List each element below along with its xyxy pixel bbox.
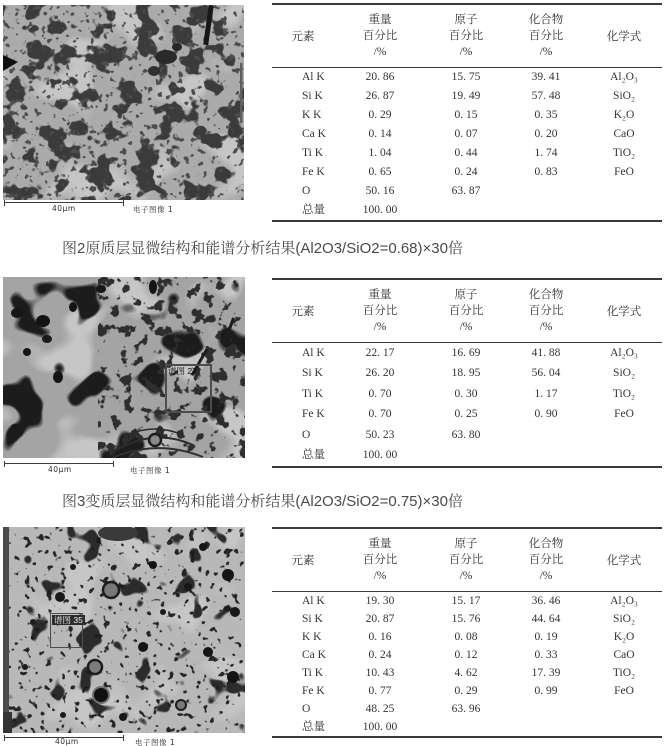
table-row [272, 343, 662, 364]
table-cell: FeO [614, 684, 634, 697]
header-compound-pct: 化合物 百分比 /% [506, 528, 586, 592]
spectrum-annotation-box [165, 364, 212, 413]
table-row [272, 610, 662, 628]
table-cell: 63. 80 [451, 428, 481, 441]
table-cell: CaO [613, 648, 635, 661]
table-cell: 0. 90 [534, 408, 558, 421]
header-row [272, 4, 662, 68]
table-cell: 0. 44 [454, 147, 478, 159]
table-cell: Si K [302, 612, 323, 625]
table-cell: 0. 35 [534, 109, 558, 121]
table-cell [506, 718, 586, 737]
table-cell: Ti K [302, 147, 323, 159]
table-row [272, 364, 662, 385]
table-cell [426, 446, 506, 468]
table-cell: 19. 49 [451, 90, 481, 102]
eds-table-1 [272, 3, 662, 222]
table-row [272, 646, 662, 664]
table-cell: 1. 04 [368, 147, 392, 159]
table-cell: Al₂O₃ [610, 71, 638, 83]
table-row [272, 592, 662, 611]
table-row [272, 182, 662, 201]
table-cell: 100. 00 [362, 449, 398, 462]
table-row [272, 201, 662, 221]
table-cell: 41. 88 [531, 346, 561, 359]
table-cell: Al K [302, 346, 325, 359]
table-row [272, 628, 662, 646]
header-atomic-pct: 原子 百分比 /% [426, 279, 506, 343]
table-row [272, 68, 662, 88]
table-row [272, 405, 662, 426]
table-cell: 0. 20 [534, 128, 558, 140]
table-cell: TiO₂ [612, 387, 636, 400]
table-cell: 总量 [302, 204, 325, 216]
table-cell: K₂O [613, 109, 635, 121]
table-cell: Ca K [302, 648, 326, 661]
table-cell: 63. 87 [451, 185, 481, 197]
table-cell: 0. 30 [454, 387, 478, 400]
table-cell: 0. 25 [454, 408, 478, 421]
table-cell: 100. 00 [362, 720, 398, 733]
table-cell: Si K [302, 367, 323, 380]
header-element: 元素 [272, 528, 334, 592]
table-cell: SiO₂ [613, 90, 635, 102]
table-cell [586, 446, 662, 468]
table-cell: 56. 04 [531, 367, 561, 380]
spectrum-annotation-label: 谱图 35 [54, 615, 83, 625]
table-cell: SiO₂ [613, 367, 635, 380]
table-cell [506, 446, 586, 468]
table-cell: 17. 39 [531, 666, 561, 679]
table-cell: Fe K [302, 408, 325, 421]
table-cell: 0. 15 [454, 109, 478, 121]
table-cell: Al₂O₃ [610, 346, 638, 359]
figure-caption-1: 图2原质层显微结构和能谱分析结果(Al2O3/SiO2=0.68)×30倍 [62, 240, 463, 257]
table-cell: 50. 23 [365, 428, 395, 441]
table-cell: 0. 24 [368, 648, 392, 661]
table-cell: 15. 75 [451, 71, 481, 83]
table-cell: Al₂O₃ [610, 594, 638, 607]
table-cell: O [302, 428, 311, 441]
table-cell: O [302, 185, 311, 197]
table-cell: SiO₂ [613, 612, 635, 625]
table-cell [586, 182, 662, 201]
table-row [272, 700, 662, 718]
figure-caption-2: 图3变质层显微结构和能谱分析结果(Al2O3/SiO2=0.75)×30倍 [62, 493, 463, 510]
eds-table-2 [272, 278, 662, 468]
table-row [272, 125, 662, 144]
table-cell: 0. 14 [368, 128, 392, 140]
table-cell: 0. 99 [534, 684, 558, 697]
table-cell: 0. 29 [454, 684, 478, 697]
table-cell: 0. 77 [368, 684, 392, 697]
table-cell: Fe K [302, 684, 325, 697]
table-row [272, 144, 662, 163]
sem-micrograph-3 [3, 527, 245, 733]
table-cell: 0. 70 [368, 408, 392, 421]
detector-label: 电子图像 1 [135, 738, 176, 746]
table-cell: 0. 29 [368, 109, 392, 121]
detector-label: 电子图像 1 [133, 205, 174, 214]
table-cell: 10. 43 [365, 666, 395, 679]
table-cell: Si K [302, 90, 323, 102]
table-cell: 0. 24 [454, 166, 478, 178]
table-cell: Fe K [302, 166, 325, 178]
table-row [272, 718, 662, 737]
table-cell: 1. 74 [534, 147, 558, 159]
table-cell: O [302, 702, 311, 715]
table-body [272, 68, 662, 222]
header-row [272, 279, 662, 343]
table-cell: TiO₂ [612, 666, 636, 679]
table-header [272, 4, 662, 68]
table-cell: 15. 76 [451, 612, 481, 625]
table-cell: 20. 86 [365, 71, 395, 83]
scale-label: 40μm [52, 204, 76, 213]
table-cell: 26. 87 [365, 90, 395, 102]
scale-label: 40μm [48, 465, 72, 474]
table-cell: 100. 00 [362, 204, 398, 216]
table-cell: 1. 17 [534, 387, 558, 400]
table-row [272, 163, 662, 182]
table-cell: Al K [302, 594, 325, 607]
scale-label: 40μm [55, 737, 79, 746]
table-cell: 0. 33 [534, 648, 558, 661]
table-row [272, 682, 662, 700]
table-cell [586, 700, 662, 718]
header-atomic-pct: 原子 百分比 /% [426, 528, 506, 592]
header-compound-pct: 化合物 百分比 /% [506, 4, 586, 68]
table-cell: 39. 41 [531, 71, 561, 83]
sem-micrograph-2 [3, 277, 245, 458]
table-cell: 48. 25 [365, 702, 395, 715]
table-cell: 0. 65 [368, 166, 392, 178]
table-cell [426, 718, 506, 737]
table-cell: Al K [302, 71, 325, 83]
header-weight-pct: 重量 百分比 /% [334, 528, 426, 592]
table-cell: 0. 19 [534, 630, 558, 643]
table-cell: 0. 70 [368, 387, 392, 400]
table-cell: FeO [614, 408, 634, 421]
table-body [272, 592, 662, 738]
table-cell: 15. 17 [451, 594, 481, 607]
table-row [272, 384, 662, 405]
table-cell: 22. 17 [365, 346, 395, 359]
table-cell: 总量 [302, 449, 325, 462]
table-header [272, 279, 662, 343]
table-cell: Ca K [302, 128, 326, 140]
table-cell [506, 182, 586, 201]
table-cell: 0. 16 [368, 630, 392, 643]
table-cell: 4. 62 [454, 666, 478, 679]
table-cell [586, 718, 662, 737]
table-cell: 16. 69 [451, 346, 481, 359]
header-element: 元素 [272, 4, 334, 68]
table-cell: Ti K [302, 387, 323, 400]
table-cell [506, 425, 586, 446]
sem-micrograph-1 [3, 5, 244, 200]
table-row [272, 446, 662, 468]
spectrum-annotation-label: 谱图 27 [168, 366, 197, 376]
table-cell: FeO [614, 166, 634, 178]
header-weight-pct: 重量 百分比 /% [334, 4, 426, 68]
sem-texture-3 [3, 527, 245, 733]
header-formula: 化学式 [586, 279, 662, 343]
table-cell: TiO₂ [612, 147, 636, 159]
table-cell: 36. 46 [531, 594, 561, 607]
table-cell [426, 201, 506, 221]
table-cell: 0. 12 [454, 648, 478, 661]
table-row [272, 87, 662, 106]
table-cell: K K [302, 630, 322, 643]
table-cell: 50. 16 [365, 185, 395, 197]
table-cell: K K [302, 109, 322, 121]
table-cell: 18. 95 [451, 367, 481, 380]
header-weight-pct: 重量 百分比 /% [334, 279, 426, 343]
table-cell: 44. 64 [531, 612, 561, 625]
table-cell [506, 201, 586, 221]
table-cell: 总量 [302, 720, 325, 733]
header-row [272, 528, 662, 592]
table-cell: 63. 96 [451, 702, 481, 715]
header-formula: 化学式 [586, 528, 662, 592]
table-cell [586, 425, 662, 446]
table-body [272, 343, 662, 468]
header-atomic-pct: 原子 百分比 /% [426, 4, 506, 68]
header-compound-pct: 化合物 百分比 /% [506, 279, 586, 343]
header-element: 元素 [272, 279, 334, 343]
sem-texture-1 [3, 5, 244, 200]
table-cell: 0. 07 [454, 128, 478, 140]
table-cell: K₂O [613, 630, 635, 643]
table-cell [586, 201, 662, 221]
table-cell [506, 700, 586, 718]
detector-label: 电子图像 1 [130, 466, 171, 475]
table-cell: CaO [613, 128, 635, 140]
table-row [272, 664, 662, 682]
table-cell: 0. 83 [534, 166, 558, 178]
table-header [272, 528, 662, 592]
table-row [272, 106, 662, 125]
table-cell: 19. 30 [365, 594, 395, 607]
table-cell: 26. 20 [365, 367, 395, 380]
table-cell: Ti K [302, 666, 323, 679]
eds-table-3 [272, 527, 662, 738]
spectrum-annotation-box [50, 613, 83, 648]
header-formula: 化学式 [586, 4, 662, 68]
table-cell: 0. 08 [454, 630, 478, 643]
table-row [272, 425, 662, 446]
table-cell: 20. 87 [365, 612, 395, 625]
table-cell: 57. 48 [531, 90, 561, 102]
